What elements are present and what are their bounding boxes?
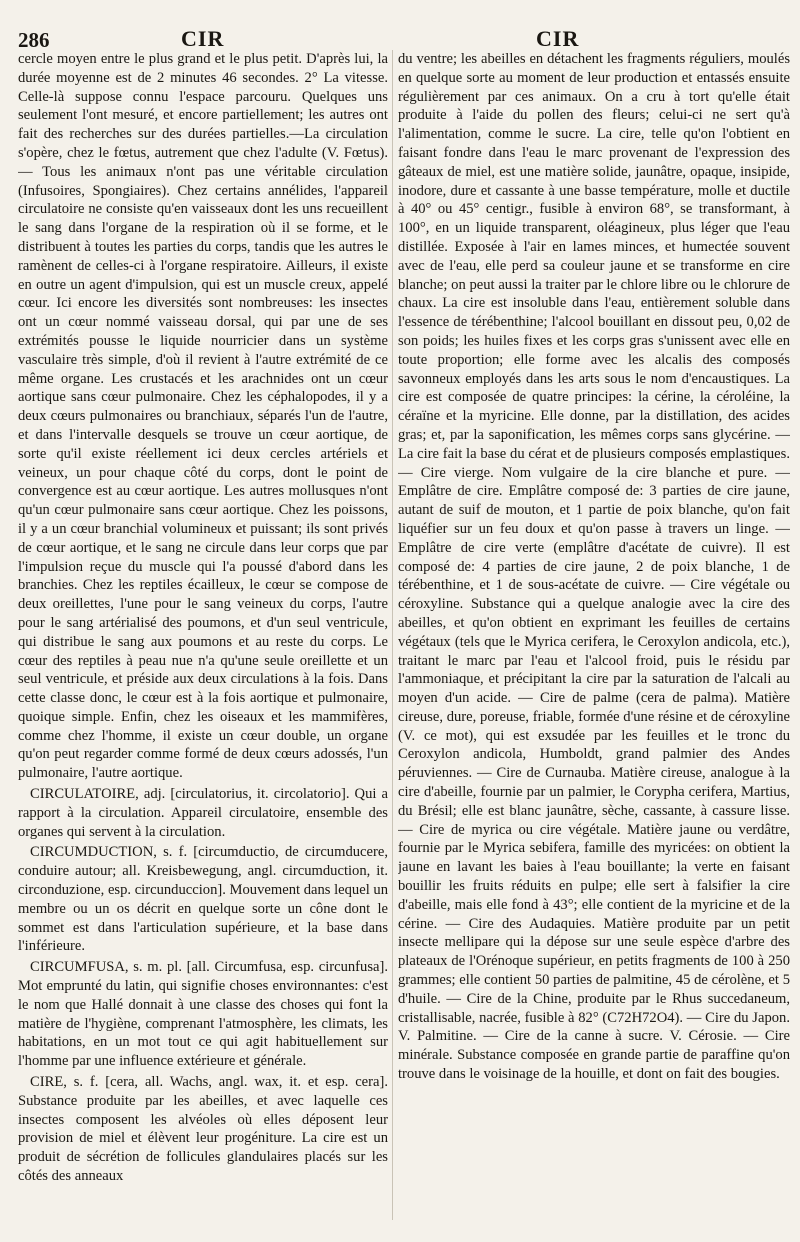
left-column (18, 50, 388, 1228)
entry-circumfusa: CIRCUMFUSA, s. m. pl. [all. Circumfusa, esp. circunfusa]. Mot emprunté du latin, qui signifie choses environnantes: c'est le nom que Hallé donnait à une classe des choses qui font la matière de l'hygiène, comprenant l'atmosphère, les climats, les habitations, en un mot tout ce qui agit habituellement sur l'homme par une influence extérieure et générale. (18, 959, 388, 1070)
right-column (398, 50, 790, 1228)
running-head-left: CIR (181, 26, 225, 51)
running-head-right: CIR (536, 26, 580, 51)
paragraph-circulation-continued: cercle moyen entre le plus grand et le plus petit. D'après lui, la durée moyenne est de 2 minutes 46 secondes. 2° La vitesse. Celle-là suppose connu l'espace parcouru. Quelques uns seulement l'ont mesuré, et encore partiellement; les autres ont fait des recherches sur des durées partielles.—La circulation s'opère, chez le fœtus, autrement que chez l'adulte (V. Fœtus). — Tous les animaux n'ont pas une véritable circulation (Infusoires, Spongiaires). Chez certains annélides, l'appareil circulatoire ne consiste qu'en vaisseaux dont les uns recueillent le sang dans l'organe de la respiration où il se forme, et le distribuent à toutes les parties du corps, tandis que les autres le ramènent de celles-ci à l'organe respiratoire. Ailleurs, il existe en outre un agent d'impulsion, qui est un muscle creux, appelé cœur. Ici encore les diversités sont nombreuses: les insectes ont un cœur nommé vaisseau dorsal, qui par une de ses extrémités pousse le liquide nourricier dans un système vasculaire très simple, d'où il revient à l'autre extrémité de ce même organe. Les crustacés et les arachnides ont un cœur aortique sans cœur pulmonaire. Chez les céphalopodes, il y a deux cœurs pulmonaires ou branchiaux, séparés l'un de l'autre, et dans l'intervalle desquels se trouve un cœur aortique, de sorte qu'il existe réellement ici deux cercles artériels et veineux, un pour chaque côté du corps, dont le point de convergence est au cœur aortique. Les autres mollusques n'ont qu'un cœur pulmonaire sans cœur aortique. Chez les poissons, il y a un cœur branchial volumineux et puissant; ils sont privés de cœur aortique, et le sang ne circule dans leur corps que par l'impulsion reçue du muscle qui l'a poussé d'abord dans les branchies. Chez les reptiles écailleux, le cœur se compose de deux oreillettes, l'une pour le sang veineux du corps, l'autre pour le sang artérialisé des poumons, et d'un seul ventricule, qui distribue le sang aux poumons et au reste du corps. Le cœur des reptiles à peau nue n'a qu'une seule oreillette et un seul ventricule, et préside aux deux circulations à la fois. Dans cette classe donc, le cœur est à la fois aortique et pulmonaire, quoique simple. Enfin, chez les oiseaux et les mammifères, comme chez l'homme, il existe un cœur double, un organe qu'on peut regarder comme formé de deux cœurs adossés, l'un pulmonaire, l'autre aortique. (18, 51, 388, 782)
entry-circulatoire: CIRCULATOIRE, adj. [circulatorius, it. circolatorio]. Qui a rapport à la circulation. Appareil circulatoire, ensemble des organes qui servent à la circulation. (18, 786, 388, 840)
page-number: 286 (18, 28, 50, 52)
entry-cire: CIRE, s. f. [cera, all. Wachs, angl. wax, it. et esp. cera]. Substance produite par les abeilles, et avec laquelle ces insectes composent les alvéoles où elles déposent leur provision de miel et élèvent leur progéniture. La cire est un produit de sécrétion de follicules glandulaires placés sur les côtés des anneaux (18, 1074, 388, 1185)
paragraph-cire-continued: du ventre; les abeilles en détachent les fragments réguliers, moulés en quelque sorte au moment de leur production et entassés ensuite régulièrement par ces animaux. On a cru à tort qu'elle était produite à l'aide du pollen des fleurs; celui-ci ne sert qu'à l'alimentation, comme le sucre. La cire, telle qu'on l'obtient en faisant fondre dans l'eau le marc provenant de l'expression des gâteaux de miel, est une matière solide, jaunâtre, opaque, insipide, inodore, dure et cassante à une basse température, molle et ductile à 40° ou 45° centigr., fusible à environ 68°, se transformant, à 100°, en un liquide transparent, oléagineux, plus léger que l'eau distillée. Exposée à l'air en lames minces, et humectée souvent avec de l'eau, elle perd sa couleur jaune et se transforme en cire blanche; on peut aussi la traiter par le chlore libre ou le chlorure de chaux. La cire est insoluble dans l'eau, entièrement soluble dans l'essence de térébenthine; l'alcool bouillant en dissout peu, 0,02 de son poids; les huiles fixes et les corps gras s'unissent avec elle en toute proportion; elle forme avec les alcalis des composés savonneux employés dans les arts sous le nom d'encaustiques. La cire est composée de quatre principes: la cérine, la céroléine, la céraïne et la myricine. Elle donne, par la distillation, des acides gras; et, par la saponification, les mêmes corps sans glycérine. — La cire fait la base du cérat et de plusieurs composés emplastiques. — Cire vierge. Nom vulgaire de la cire blanche et pure. — Emplâtre de cire. Emplâtre composé de: 3 parties de cire jaune, autant de suif de mouton, et 1 partie de poix blanche, qu'on fait liquéfier sur un feu doux et qu'on passe à travers un linge. — Emplâtre de cire verte (emplâtre d'acétate de cuivre). Il est composé de: 4 parties de cire jaune, 2 de poix blanche, 1 de térébenthine, et 1 de sous-acétate de cuivre. — Cire végétale ou céroxyline. Substance qui a quelque analogie avec la cire des abeilles, et qu'on obtient en exprimant les feuilles de certains végétaux (tels que le Myrica cerifera, le Ceroxylon andicola, etc.), traitant le marc par l'eau et l'alcool froid, puis le résidu par l'ammoniaque, et précipitant la cire par la saturation de l'alcali au moyen d'un acide. — Cire de palme (cera de palma). Matière cireuse, dure, poreuse, friable, formée d'une résine et de céroxyline (V. ce mot), qui est exsudée par les feuilles et le tronc du Ceroxylon andicola, Humboldt, grand palmier des Andes péruviennes. — Cire de Curnauba. Matière cireuse, analogue à la cire d'abeille, fournie par un palmier, le Corypha cerifera, Martius, du Brésil; elle est blanc jaunâtre, sèche, cassante, à cassure lisse. — Cire de myrica ou cire végétale. Matière jaune ou verdâtre, fournie par le Myrica sebifera, famille des myricées: on obtient la jaune en lavant les baies à l'eau bouillante; la verte en faisant bouillir les fruits réduits en pulpe; elle sert à falsifier la cire d'abeille, mais elle fond à 43°; elle contient de la myricine et de la cérine. — Cire des Audaquies. Matière produite par un petit insecte mellipare qui la dépose sur une seule espèce d'arbre des plateaux de l'Orénoque supérieur, en petits fragments de 100 à 250 grammes; elle contient 50 parties de palmitine, 45 de cérolène, et 5 d'huile. — Cire de la Chine, produite par le Rhus succedaneum, cristallisable, nacrée, fusible à 82° (C72H72O4). — Cire du Japon. V. Palmitine. — Cire de la canne à sucre. V. Cérosie. — Cire minérale. Substance composée en grande partie de paraffine qu'on trouve dans le voisinage de la houille, et dont on fait des bougies. (398, 51, 790, 1083)
entry-circumduction: CIRCUMDUCTION, s. f. [circumductio, de circumducere, conduire autour; all. Kreisbewegung, angl. circumduction, it. circonduzione, esp. circunduccion]. Mouvement dans lequel un membre ou un os décrit en quelque sorte un cône dont le sommet est dans l'articulation supérieure, et la base dans l'inférieure. (18, 844, 388, 955)
column-divider (392, 50, 393, 1220)
